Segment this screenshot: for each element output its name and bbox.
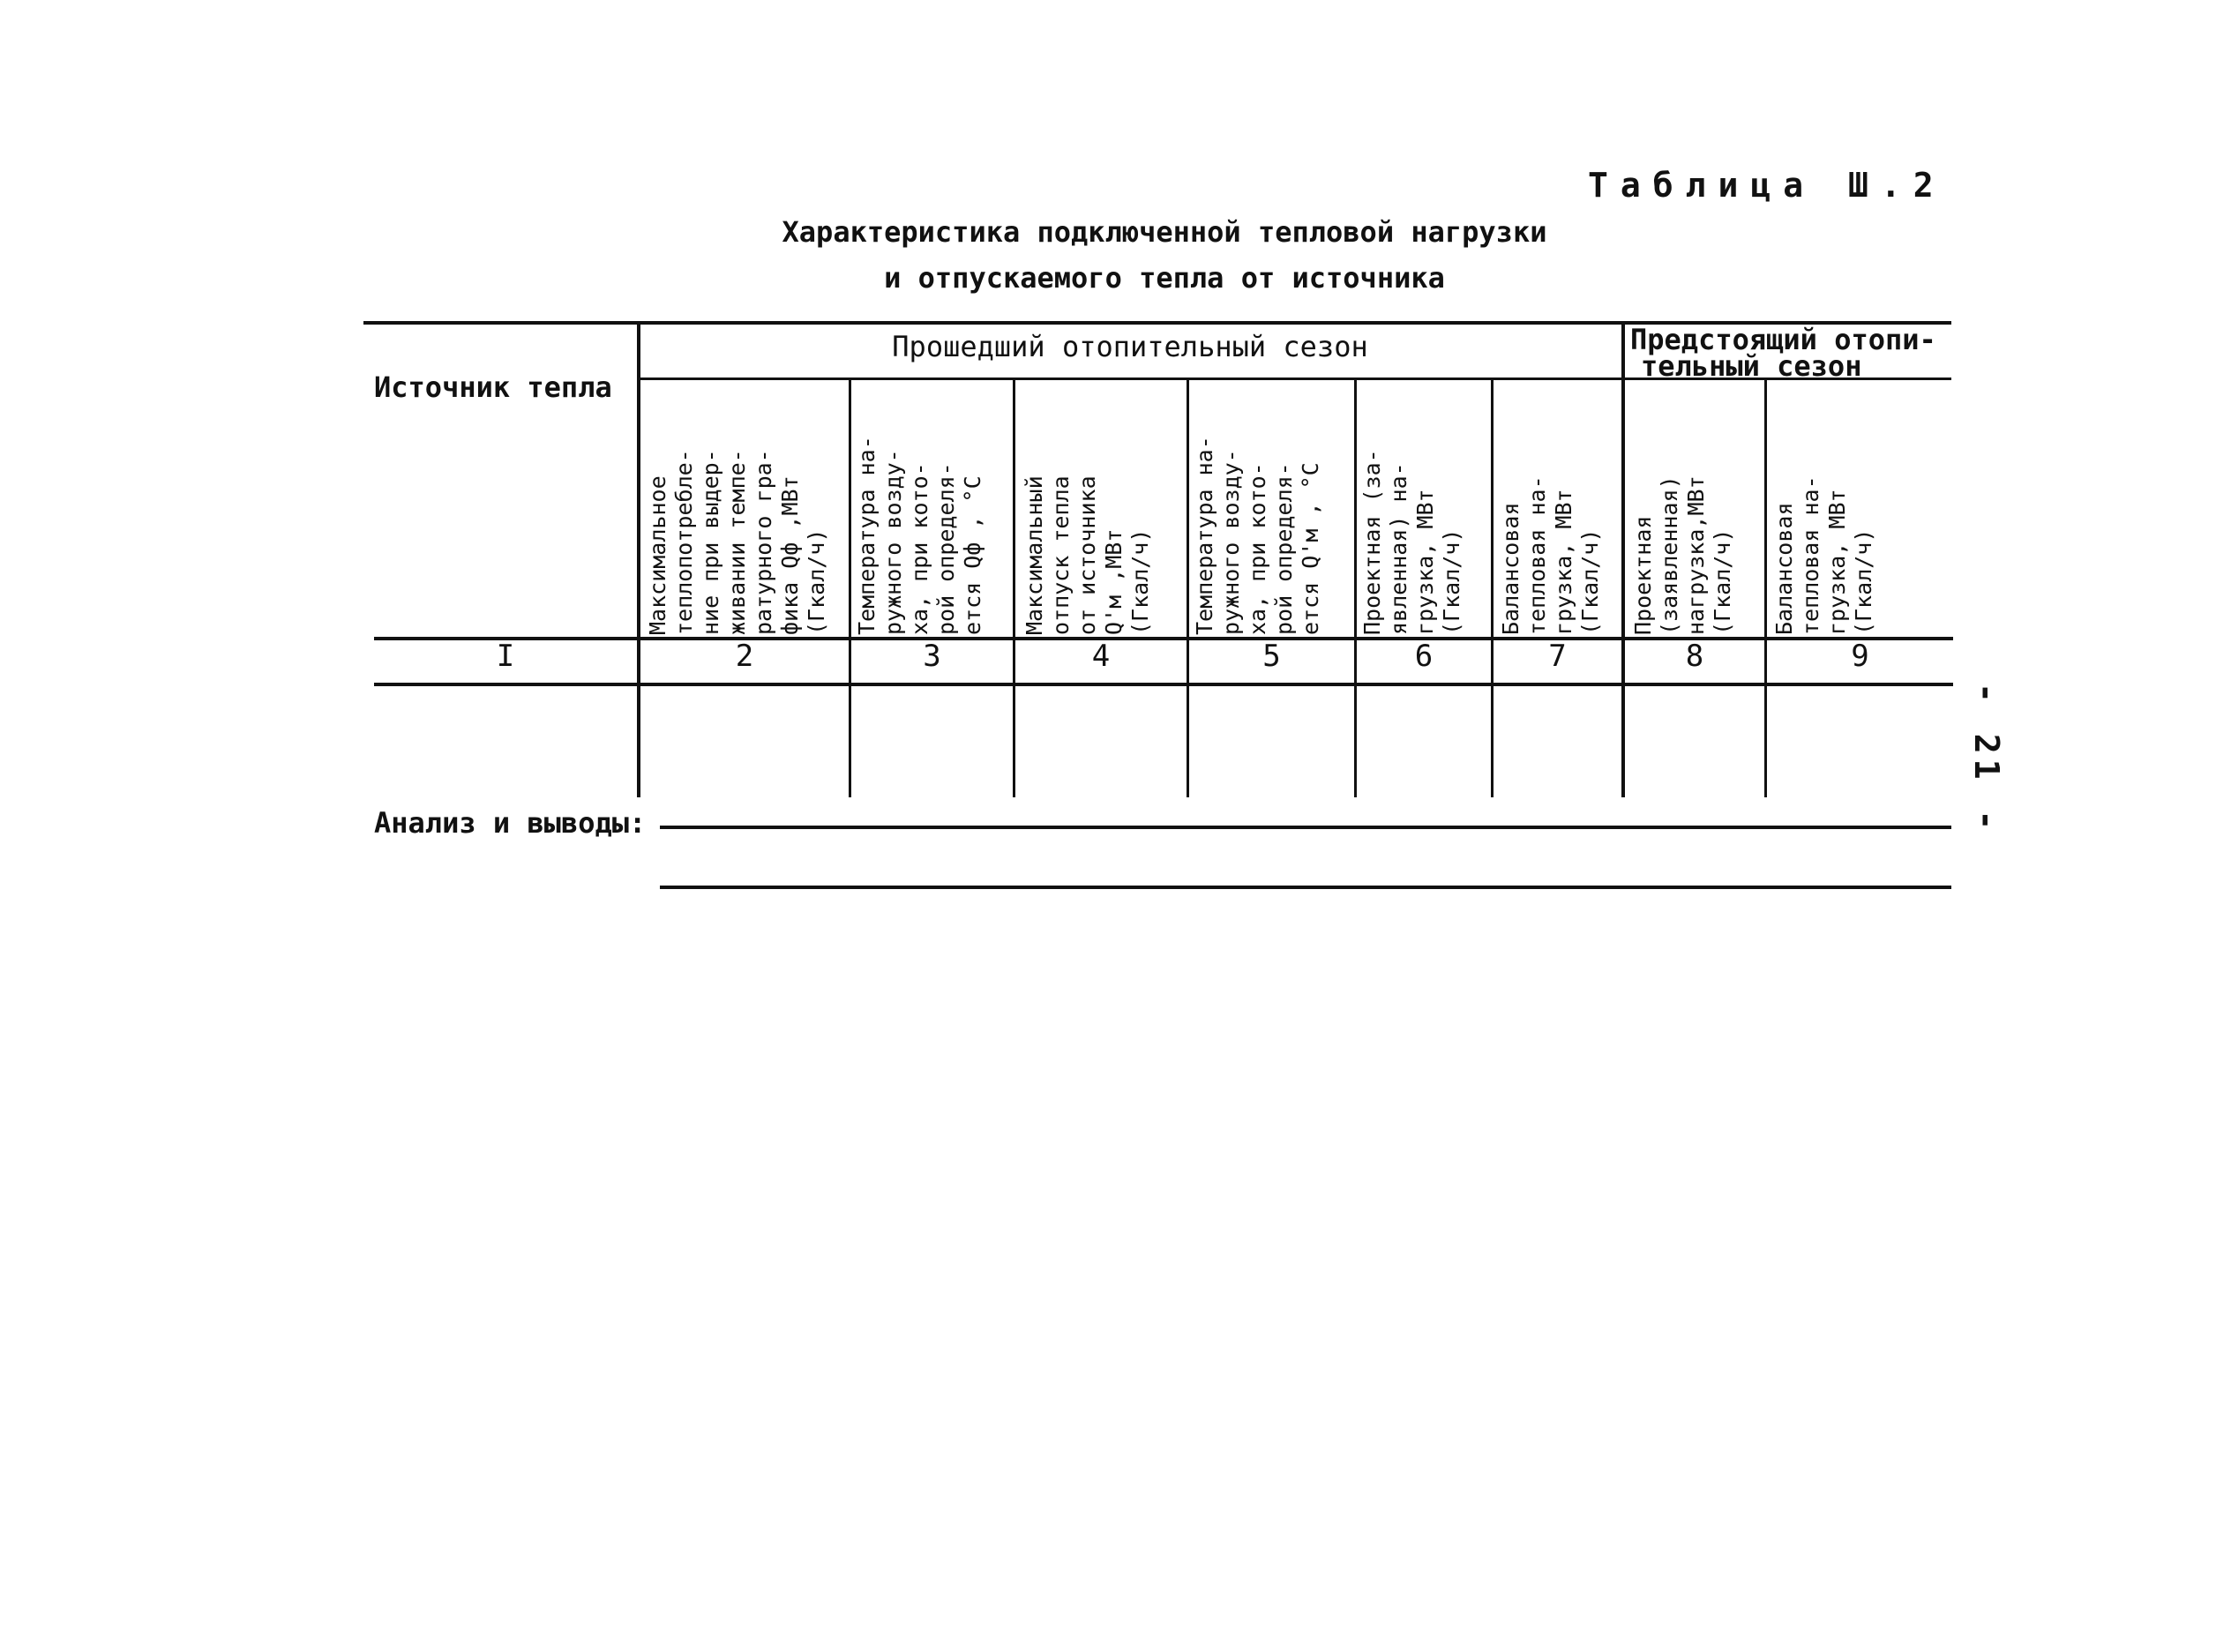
- table-number: Таблица Ш.2: [1588, 166, 1946, 205]
- col-number: 8: [1685, 639, 1704, 674]
- header-source: Источник тепла: [374, 370, 612, 404]
- col-number: 4: [1091, 639, 1111, 674]
- header-next-season-line-1: Предстоящий отопи-: [1630, 323, 1936, 356]
- col-5-header: Температура на- ружного возду- ха, при кото- рой определя- ется Q'м , °С: [1192, 436, 1323, 635]
- col-number: 7: [1548, 639, 1567, 674]
- col-divider-6: [1491, 377, 1494, 797]
- col-divider-7: [1621, 321, 1625, 797]
- col-2-header: Максимальное теплопотребле- ние при выдер- живании темпе- ратурного гра- фика Qф ,МВт (Гкал/ч): [645, 449, 829, 635]
- col-number: 9: [1851, 639, 1869, 674]
- col-number: 2: [735, 639, 754, 674]
- header-next-season-line-2: тельный сезон: [1641, 349, 1862, 383]
- col-number: I: [496, 639, 515, 674]
- table-title-line-2: и отпускаемого тепла от источника: [884, 261, 1445, 295]
- col-number: 3: [923, 639, 941, 674]
- col-7-header: Балансовая тепловая на- грузка, МВт (Гкал/ч): [1498, 475, 1603, 635]
- col-divider-3: [1013, 377, 1015, 797]
- col-divider-8: [1764, 377, 1767, 797]
- col-4-header: Максимальный отпуск тепла от источника Q'м ,МВт (Гкал/ч): [1022, 475, 1153, 635]
- analysis-line-1: [660, 826, 1951, 829]
- header-past-season: Прошедший отопительный сезон: [892, 330, 1368, 363]
- table-title-line-1: Характеристика подключенной тепловой нагрузки: [782, 215, 1547, 249]
- col-divider-4: [1187, 377, 1189, 797]
- numbers-bottom-rule: [374, 683, 1953, 686]
- col-number: 5: [1262, 639, 1281, 674]
- col-number: 6: [1414, 639, 1434, 674]
- col-6-header: Проектная (за- явленная) на- грузка, МВт (Гкал/ч): [1359, 449, 1464, 635]
- col-3-header: Температура на- ружного возду- ха, при кото- рой определя- ется Qф , °С: [854, 436, 985, 635]
- col-divider-2: [849, 377, 851, 797]
- analysis-line-2: [660, 886, 1951, 889]
- col-divider-1: [637, 321, 640, 797]
- analysis-label: Анализ и выводы:: [374, 806, 647, 840]
- col-8-header: Проектная (заявленная) нагрузка,МВт (Гкал/ч): [1630, 475, 1735, 635]
- page-number: - 21 -: [1967, 683, 2006, 836]
- col-9-header: Балансовая тепловая на- грузка, МВт (Гкал/ч): [1771, 475, 1876, 635]
- col-divider-5: [1354, 377, 1357, 797]
